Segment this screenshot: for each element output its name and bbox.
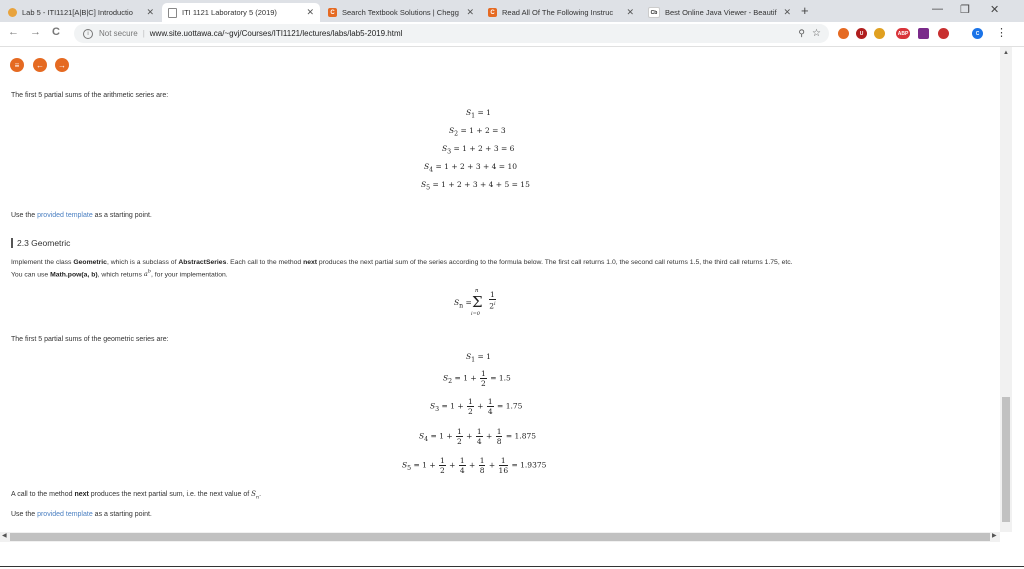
tab-chegg-search[interactable]: C Search Textbook Solutions | Chegg ✕ [322,3,480,22]
use-template-text-2: Use the provided template as a starting point. [11,511,152,518]
arith-intro: The first 5 partial sums of the arithmetic series are: [11,92,169,99]
new-tab-button[interactable]: + [801,3,809,18]
cb-icon: Cb [648,7,660,18]
scrollbar-thumb[interactable] [1002,397,1010,522]
geo-s5: $S_5 = 1$ + $\frac{1}{2}$ + $\frac{1}{4}$ + $\frac{1}{8}$ + $\frac{1}{16}$ = 1.9375 [402,456,547,475]
reload-icon[interactable]: C [52,26,60,38]
tab-lab5[interactable]: Lab 5 - ITI1121[A|B|C] Introductio ✕ [2,3,160,22]
next-button[interactable]: → [55,58,69,72]
chegg-icon: C [328,8,337,17]
geo-s4: $S_4 = 1$ + $\frac{1}{2}$ + $\frac{1}{4}$ + $\frac{1}{8}$ = 1.875 [419,427,537,446]
use-template-text-1: Use the provided template as a starting point. [11,212,152,219]
scroll-right-icon[interactable]: ▶ [992,533,997,539]
geo-s1: $S_1 = 1$ [466,352,491,364]
scrollbar-thumb[interactable] [10,533,990,541]
provided-template-link[interactable]: provided template [37,511,93,518]
extension-icon[interactable] [918,28,929,39]
extension-icon[interactable] [938,28,949,39]
menu-button[interactable]: ≡ [10,58,24,72]
minimize-icon[interactable]: — [932,3,943,15]
geo-intro: The first 5 partial sums of the geometric series are: [11,336,169,343]
address-separator: | [142,29,145,38]
extension-icon[interactable] [874,28,885,39]
lab-icon [8,8,17,17]
arith-s5: $S_5 = 1 + 2 + 3 + 4 + 5 = 15$ [421,180,530,192]
close-icon[interactable]: ✕ [306,7,314,17]
page-content: ≡ ← → The first 5 partial sums of the arithmetic series are: $S_1 = 1$ $S_2 = 1 + 2 = 3$ $S_3 = 1 + 2 + 3 = 6$ $S_4 = 1 + 2 + 3 + 4 = 10$ $S_5 = 1 + 2 + 3 + 4 + 5 = 15$ Use the provided template as a starting point. 2.3 Geometric Implement the class Geometric, which is a subclass of AbstractSeries. Each call to the method next produces the next partial sum of the series according to the formula below. The first call returns 1.0, the second call returns 1.5, the third call returns 1.75, etc. You can use Math.pow(a, b), which returns $a^b$, for your implementation. $S_n$ = n Σ i=0 $\frac{1}{2^i}$ The first 5 partial sums of the geometric series are: $S_1 = 1$ $S_2 = 1$ + $\frac{1}{2}$ = 1.5 $S_3 = 1$ + $\frac{1}{2}$ + $\frac{1}{4}$ = 1.75 $S_4 = 1$ + $\frac{1}{2}$ + $\frac{1}{4}$ + $\frac{1}{8}$ = 1.875 $S_5 = 1$ + $\frac{1}{2}$ + $\frac{1}{4}$ + $\frac{1}{8}$ + $\frac{1}{16}$ = 1.9375 A call to the method next produces the next partial sum, i.e. the next value of $S_n$. Use the provided template as a starting point. [0,47,1000,532]
menu-icon[interactable]: ⋮ [996,27,1007,39]
maximize-icon[interactable]: ❐ [960,4,970,16]
document-icon [168,8,177,18]
tab-java-viewer[interactable]: Cb Best Online Java Viewer - Beautif ✕ [642,3,797,22]
ublock-icon[interactable]: U [856,28,867,39]
profile-avatar[interactable]: C [972,28,983,39]
address-bar[interactable] [74,24,829,43]
section-heading: 2.3 Geometric [11,238,70,248]
close-icon[interactable]: ✕ [146,7,154,17]
geo-s2: $S_2 = 1$ + $\frac{1}{2}$ = 1.5 [443,369,511,388]
info-icon[interactable]: i [83,29,93,39]
chegg-icon: C [488,8,497,17]
final-text: A call to the method next produces the next partial sum, i.e. the next value of $S_n$. [11,490,262,501]
extension-icon[interactable] [838,28,849,39]
arith-s4: $S_4 = 1 + 2 + 3 + 4 = 10$ [424,162,518,174]
close-icon[interactable]: ✕ [466,7,474,17]
tab-laboratory[interactable]: ITI 1121 Laboratory 5 (2019) ✕ [162,3,320,22]
security-label: Not secure [99,29,138,38]
close-icon[interactable]: ✕ [626,7,634,17]
horizontal-scrollbar[interactable] [0,532,1000,542]
previous-button[interactable]: ← [33,58,47,72]
provided-template-link[interactable]: provided template [37,212,93,219]
scroll-left-icon[interactable]: ◀ [2,533,7,539]
arith-s1: $S_1 = 1$ [466,108,491,120]
scroll-up-icon[interactable]: ▲ [1003,50,1009,56]
tab-strip [0,0,1024,22]
close-icon[interactable]: ✕ [783,7,791,17]
sigma-symbol: Σ [472,293,483,311]
bookmark-star-icon[interactable]: ☆ [812,28,821,39]
url-text[interactable]: www.site.uottawa.ca/~gvj/Courses/ITI1121/lectures/labs/lab5-2019.html [149,29,403,38]
arith-s2: $S_2 = 1 + 2 = 3$ [449,126,506,138]
back-icon[interactable]: ← [8,26,19,38]
implement-paragraph-line2: You can use Math.pow(a, b), which returns $a^b$, for your implementation. [11,269,228,279]
forward-icon[interactable]: → [30,26,41,38]
vertical-scrollbar[interactable] [1000,47,1012,532]
browser-toolbar [0,22,1024,47]
tab-chegg-read[interactable]: C Read All Of The Following Instruc ✕ [482,3,640,22]
implement-paragraph-line1: Implement the class Geometric, which is a subclass of AbstractSeries. Each call to the method next produces the next partial sum of the series according to the formula below. The first call returns 1.0, the second call returns 1.5, the third call returns 1.75, etc. [11,259,793,266]
geo-s3: $S_3 = 1$ + $\frac{1}{2}$ + $\frac{1}{4}$ = 1.75 [430,397,523,416]
arith-s3: $S_3 = 1 + 2 + 3 = 6$ [442,144,515,156]
divider [0,566,1024,567]
search-icon[interactable]: ⚲ [798,28,805,38]
adblock-icon[interactable]: ABP [896,28,910,39]
close-window-icon[interactable]: ✕ [990,4,1000,16]
